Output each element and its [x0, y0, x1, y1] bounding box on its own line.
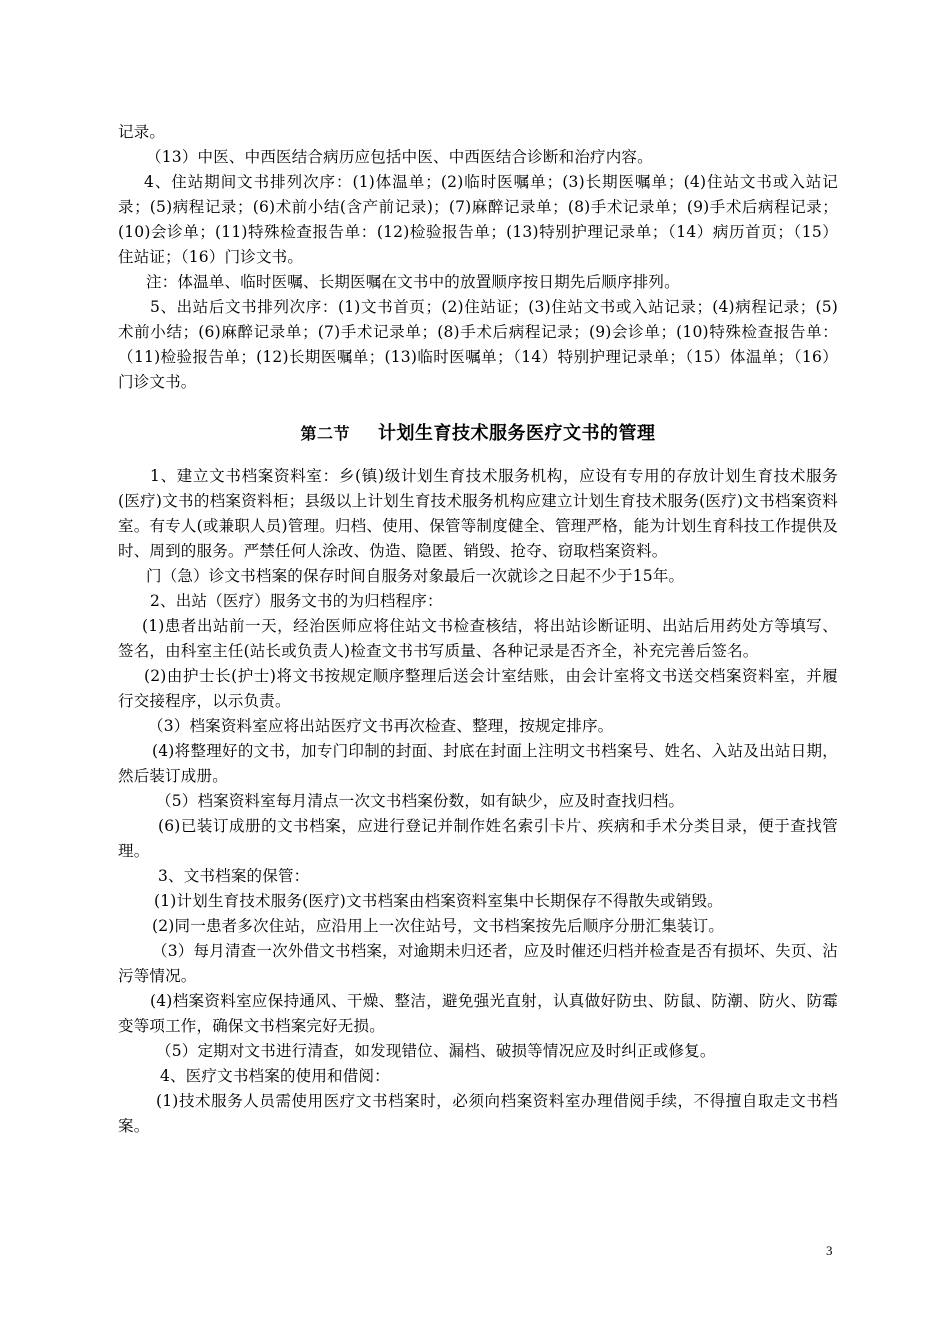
paragraph: (1)患者出站前一天，经治医师应将住站文书检查核结，将出站诊断证明、出站后用药处方等填写、签名，由科室主任(站长或负责人)检查文书书写质量、各种记录是否齐全，补充完善后签名。: [118, 617, 838, 660]
paragraph: （3）每月清查一次外借文书档案，对逾期未归还者，应及时催还归档并检查是否有损坏、失页、沾污等情况。: [118, 942, 838, 985]
paragraph: (1)计划生育技术服务(医疗)文书档案由档案资料室集中长期保存不得散失或销毁。: [154, 892, 723, 910]
paragraph: (2)由护士长(护士)将文书按规定顺序整理后送会计室结账，由会计室将文书送交档案资料室，并履行交接程序，以示负责。: [118, 667, 838, 710]
paragraph: 1、建立文书档案资料室：乡(镇)级计划生育技术服务机构，应设有专用的存放计划生育技术服务(医疗)文书的档案资料柜；县级以上计划生育技术服务机构应建立计划生育技术服务(医疗)文书档案资料室。有专人(或兼职人员)管理。归档、使用、保管等制度健全、管理严格，能为计划生育科技工作提供及时、周到的服务。严禁任何人涂改、伪造、隐匿、销毁、抢夺、窃取档案资料。: [118, 467, 838, 560]
body-text-block: [118, 464, 838, 1139]
paragraph: (2)同一患者多次住站，应沿用上一次住站号，文书档案按先后顺序分册汇集装订。: [152, 917, 725, 935]
paragraph: 4、医疗文书档案的使用和借阅：: [160, 1067, 390, 1085]
paragraph: (4)档案资料室应保持通风、干燥、整洁，避免强光直射，认真做好防虫、防鼠、防潮、防火、防霉变等项工作，确保文书档案完好无损。: [118, 992, 838, 1035]
paragraph: （3）档案资料室应将出站医疗文书再次检查、整理，按规定排序。: [148, 717, 614, 735]
section-title: 计划生育技术服务医疗文书的管理: [378, 423, 656, 444]
paragraph: （5）定期对文书进行清查，如发现错位、漏档、破损等情况应及时纠正或修复。: [156, 1042, 716, 1060]
paragraph: 4、住站期间文书排列次序：(1)体温单；(2)临时医嘱单；(3)长期医嘱单；(4)住站文书或入站记录；(5)病程记录；(6)术前小结(含产前记录)；(7)麻醉记录单；(8)手术记录单；(9)手术后病程记录；(10)会诊单；(11)特殊检查报告单：(12)检验报告单；(13)特别护理记录单；（14）病历首页；（15）住站证；（16）门诊文书。: [118, 173, 838, 266]
paragraph: 3、文书档案的保管：: [158, 867, 310, 885]
section-number: 第二节: [300, 424, 350, 443]
paragraph: 记录。: [118, 123, 166, 141]
paragraph: 2、出站（医疗）服务文书的为归档程序：: [150, 592, 443, 610]
section-heading: [118, 421, 838, 446]
paragraph: （5）档案资料室每月清点一次文书档案份数，如有缺少，应及时查找归档。: [156, 792, 685, 810]
paragraph: (4)将整理好的文书，加专门印制的封面、封底在封面上注明文书档案号、姓名、入站及出站日期，然后装订成册。: [118, 742, 838, 785]
paragraph: （13）中医、中西医结合病历应包括中医、中西医结合诊断和治疗内容。: [146, 148, 653, 166]
page-number: 3: [826, 1243, 833, 1258]
paragraph: (1)技术服务人员需使用医疗文书档案时，必须向档案资料室办理借阅手续，不得擅自取走文书档案。: [118, 1092, 838, 1135]
top-text-block: [118, 120, 838, 395]
paragraph: 5、出站后文书排列次序：(1)文书首页；(2)住站证；(3)住站文书或入站记录；(4)病程记录；(5)术前小结；(6)麻醉记录单；(7)手术记录单；(8)手术后病程记录；(9)会诊单；(10)特殊检查报告单：（11)检验报告单；(12)长期医嘱单；(13)临时医嘱单；（14）特别护理记录单；（15）体温单；（16）门诊文书。: [118, 298, 838, 391]
page-content: [118, 120, 838, 1139]
paragraph: 门（急）诊文书档案的保存时间自服务对象最后一次就诊之日起不少于15年。: [146, 567, 685, 585]
paragraph: 注：体温单、临时医嘱、长期医嘱在文书中的放置顺序按日期先后顺序排列。: [146, 273, 680, 291]
paragraph: (6)已装订成册的文书档案，应进行登记并制作姓名索引卡片、疾病和手术分类目录，便于查找管理。: [118, 817, 838, 860]
